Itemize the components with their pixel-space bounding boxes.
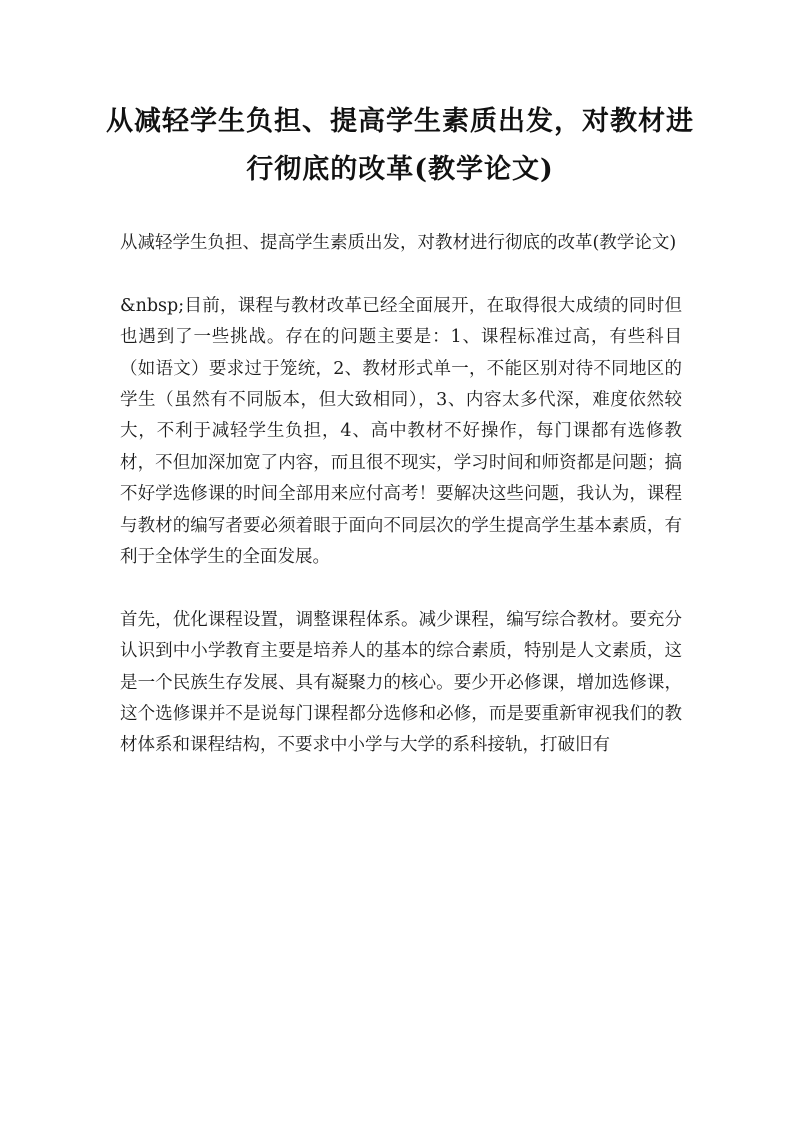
document-body xyxy=(120,228,682,793)
paragraph-subtitle: 从减轻学生负担、提高学生素质出发，对教材进行彻底的改革(教学论文) xyxy=(120,233,677,253)
document-title: 从减轻学生负担、提高学生素质出发，对教材进行彻底的改革(教学论文) xyxy=(106,106,694,185)
paragraph-first-point: 首先，优化课程设置，调整课程体系。减少课程，编写综合教材。要充分认识到中小学教育主要是培养人的基本的综合素质，特别是人文素质，这是一个民族生存发展、具有凝聚力的核心。要少开必修课，增加选修课，这个选修课并不是说每门课程都分选修和必修，而是要重新审视我们的教材体系和课程结构，不要求中小学与大学的系科接轨，打破旧有 xyxy=(120,609,682,756)
paragraph-intro: &nbsp;目前，课程与教材改革已经全面展开，在取得很大成绩的同时但也遇到了一些挑战。存在的问题主要是：1、课程标准过高，有些科目（如语文）要求过于笼统，2、教材形式单一，不能区别对待不同地区的学生（虽然有不同版本，但大致相同），3、内容太多代深，难度依然较大，不利于减轻学生负担，4、高中教材不好操作，每门课都有选修教材，不但加深加宽了内容，而且很不现实，学习时间和师资都是问题；搞不好学选修课的时间全部用来应付高考！要解决这些问题，我认为，课程与教材的编写者要必须着眼于面向不同层次的学生提高学生基本素质，有利于全体学生的全面发展。 xyxy=(120,295,682,568)
